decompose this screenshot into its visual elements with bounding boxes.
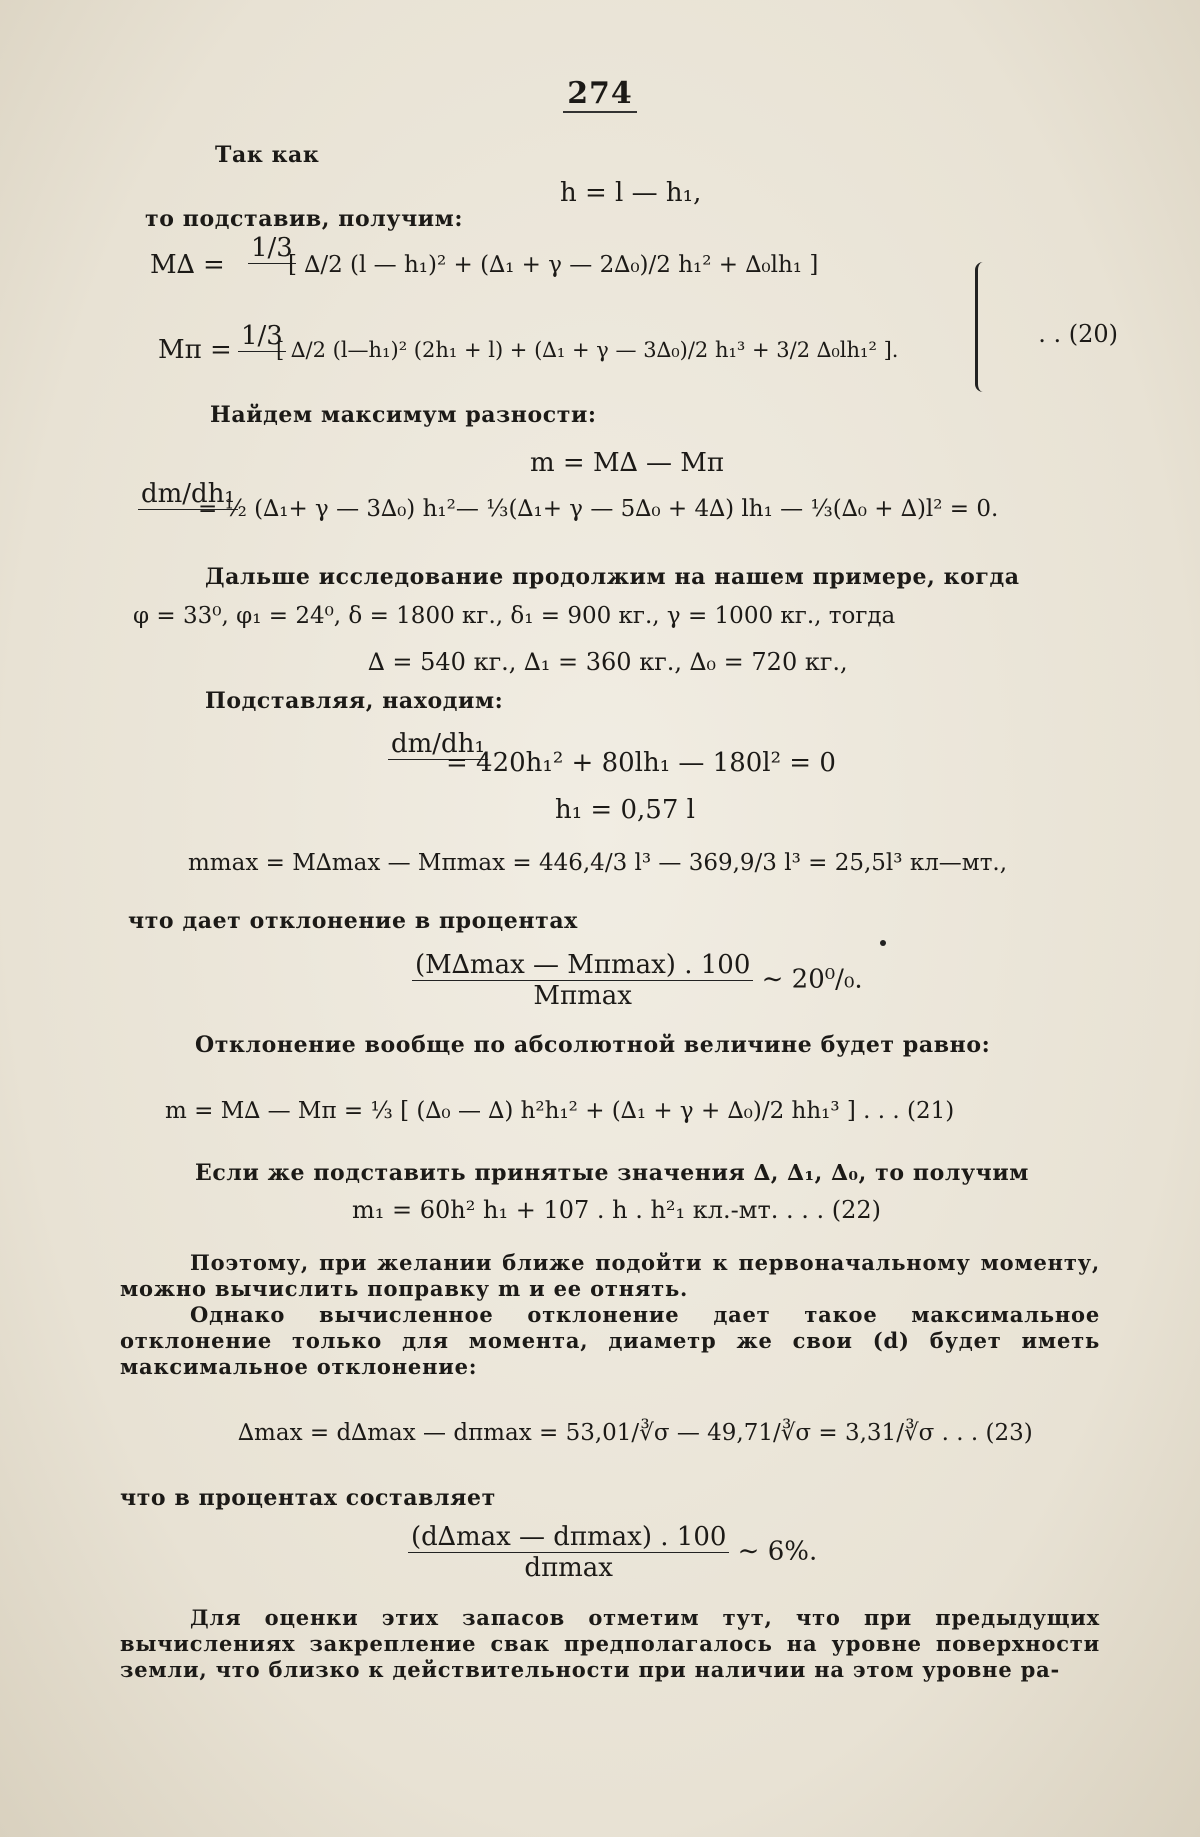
line-podstaviv: то подставив, получим:	[145, 206, 464, 232]
equation-22: m₁ = 60h² h₁ + 107 . h . h²₁ кл.-мт. . . . (22)	[352, 1196, 882, 1224]
equation-mmax: mmax = M∆max — Mπmax = 446,4/3 l³ — 369,9/3 l³ = 25,5l³ кл—мт.,	[188, 850, 1008, 876]
m-pi-lhs: Mπ =	[158, 335, 232, 365]
line-naidem: Найдем максимум разности:	[210, 402, 597, 428]
equation-h: h = l — h₁,	[560, 178, 702, 208]
line-otklonenie-pct: что дает отклонение в процентах	[128, 908, 578, 934]
equation-derivative-numeric: = 420h₁² + 80lh₁ — 180l² = 0	[446, 748, 836, 778]
percent2-result: ∼ 6%.	[737, 1536, 818, 1567]
frac-num: 1/3	[248, 233, 296, 264]
percent-denominator: Mπmax	[533, 981, 632, 1011]
line-v-procentah: что в процентах составляет	[120, 1485, 496, 1511]
page-number: 274	[0, 76, 1200, 111]
equation-23: ∆max = d∆max — dπmax = 53,01/∛σ — 49,71/∛σ = 3,31/∛σ . . . (23)	[238, 1420, 1033, 1446]
equation-number-20: . . (20)	[1038, 320, 1118, 348]
equation-m-diff: m = M∆ — Mπ	[530, 448, 724, 478]
equation-derivative: = ½ (∆₁+ γ — 3∆₀) h₁²— ⅓(∆₁+ γ — 5∆₀ + 4∆) lh₁ — ⅓(∆₀ + ∆)l² = 0.	[198, 496, 999, 522]
frac-text: dm/dh₁	[388, 729, 488, 760]
line-values-2: ∆ = 540 кг., ∆₁ = 360 кг., ∆₀ = 720 кг.,	[368, 648, 848, 676]
paragraph-2: Однако вычисленное отклонение дает такое максимальное отклонение только для момента, диаметр же свои (d) будет иметь максимальное отклонение:	[120, 1302, 1100, 1379]
frac-num: 1/3	[238, 321, 286, 352]
percent-result: ∼ 20⁰/₀.	[761, 964, 863, 995]
paragraph-1: Поэтому, при желании ближе подойти к первоначальному моменту, можно вычислить поправку m и ее отнять.	[120, 1250, 1100, 1301]
percent2-denominator: dπmax	[524, 1553, 613, 1583]
line-podstavlyaya: Подставляя, находим:	[205, 688, 504, 714]
m-delta-lhs: M∆ =	[150, 250, 225, 280]
paragraph-3: Для оценки этих запасов отметим тут, что при предыдущих вычислениях закрепление свак предполагалось на уровне поверхности земли, что близко к действительности при наличии на этом уровне ра-	[120, 1605, 1100, 1682]
line-dalshe: Дальше исследование продолжим на нашем примере, когда	[205, 564, 1020, 590]
frac-text: dm/dh₁	[138, 479, 238, 510]
percent-numerator: (M∆max — Mπmax) . 100	[412, 950, 753, 981]
equation-h1: h₁ = 0,57 l	[555, 795, 695, 825]
percent-formula	[412, 950, 863, 1011]
line-values-1: φ = 33⁰, φ₁ = 24⁰, δ = 1800 кг., δ₁ = 900 кг., γ = 1000 кг., тогда	[133, 603, 896, 629]
line-abs-dev: Отклонение вообще по абсолютной величине будет равно:	[195, 1032, 991, 1058]
percent2-numerator: (d∆max — dπmax) . 100	[408, 1522, 729, 1553]
equation-21: m = M∆ — Mπ = ⅓ [ (∆₀ — ∆) h²h₁² + (∆₁ + γ + ∆₀)/2 hh₁³ ] . . . (21)	[165, 1098, 955, 1124]
m-pi-body: [ ∆/2 (l—h₁)² (2h₁ + l) + (∆₁ + γ — 3∆₀)/2 h₁³ + 3/2 ∆₀lh₁² ].	[276, 338, 899, 362]
line-tak-kak: Так как	[215, 142, 320, 168]
line-esli: Если же подставить принятые значения ∆, ∆₁, ∆₀, то получим	[195, 1160, 1029, 1186]
m-delta-body: [ ∆/2 (l — h₁)² + (∆₁ + γ — 2∆₀)/2 h₁² + ∆₀lh₁ ]	[288, 252, 819, 278]
ink-speck	[880, 940, 886, 946]
percent-formula-2	[408, 1522, 817, 1583]
